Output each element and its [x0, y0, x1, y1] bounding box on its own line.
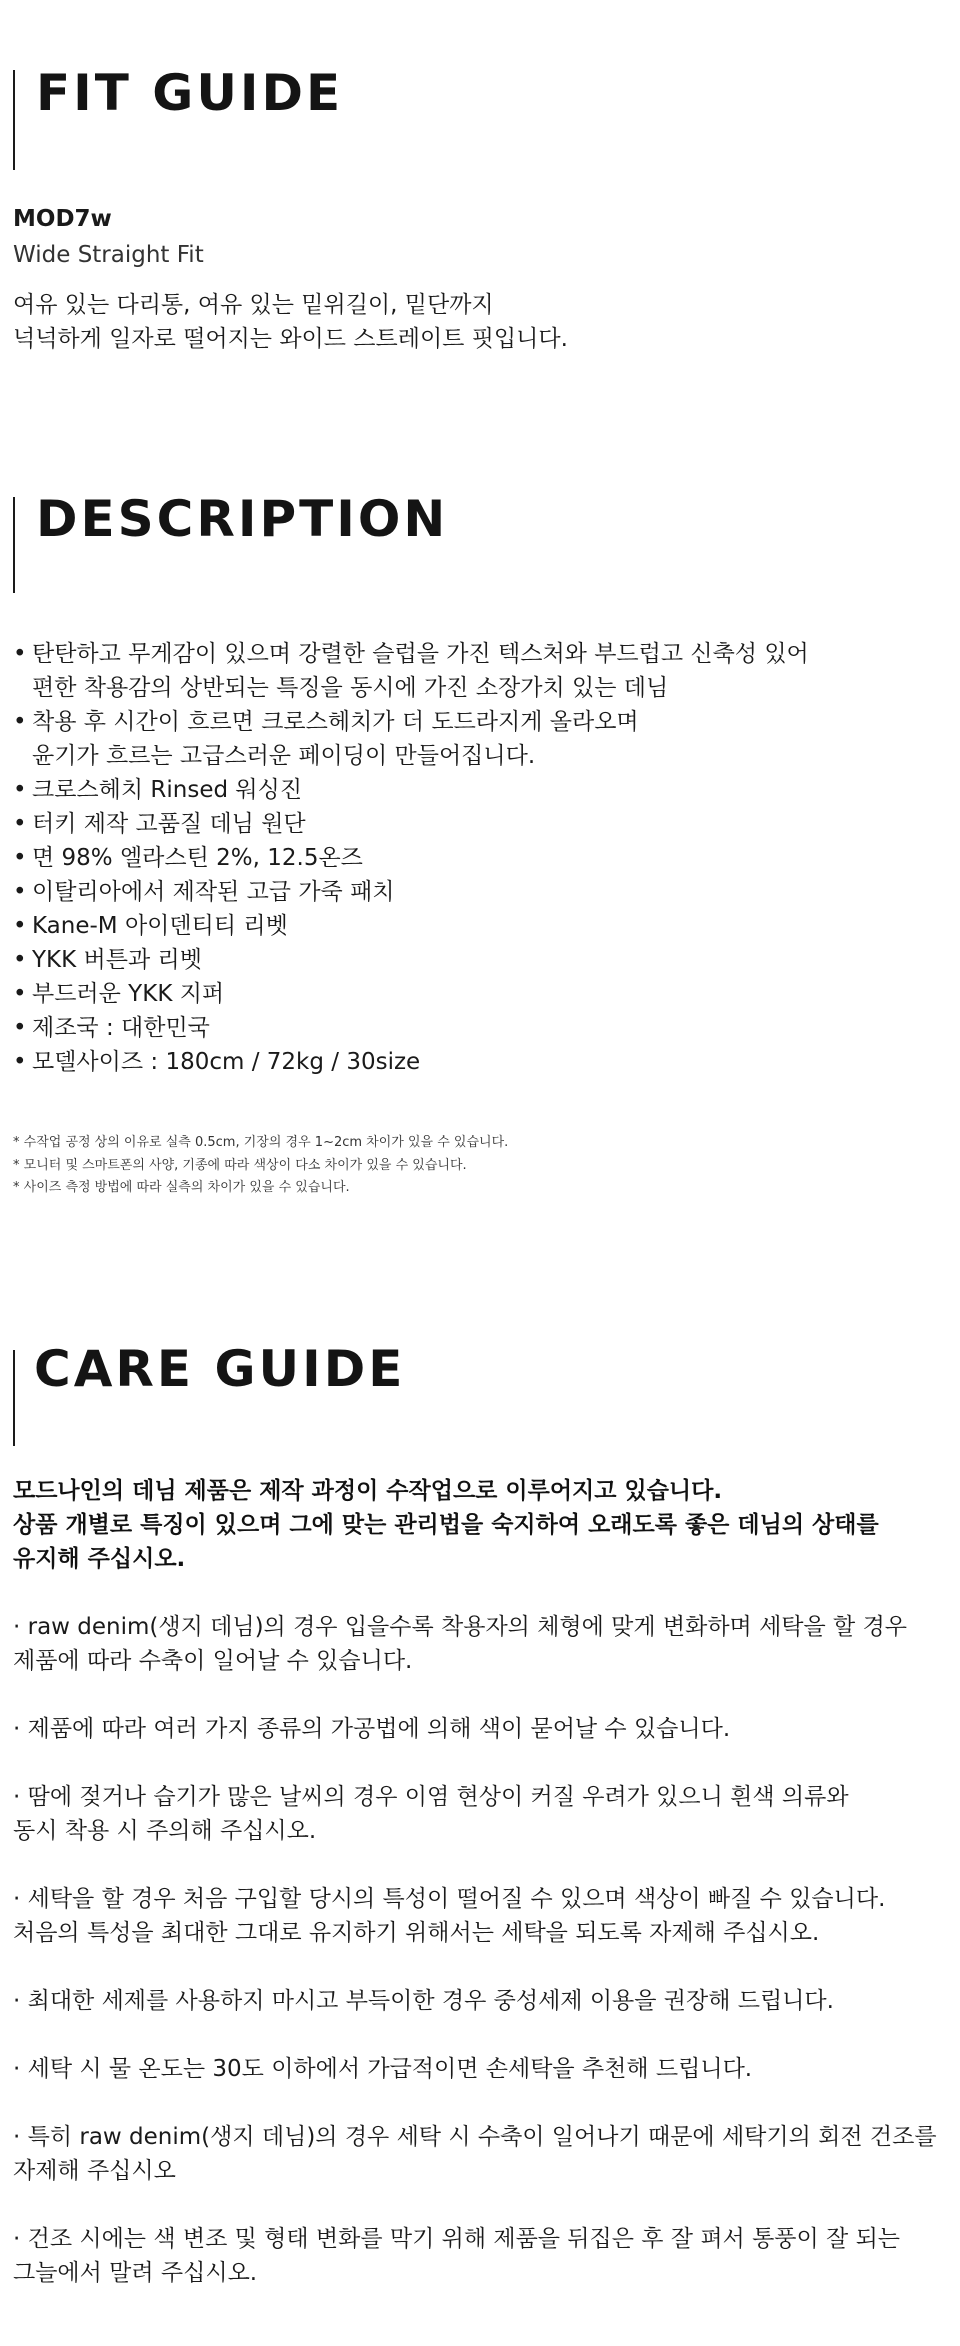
- care-guide-title: CARE GUIDE: [34, 1340, 406, 1398]
- fit-guide-title: FIT GUIDE: [36, 64, 344, 122]
- description-item: • 크로스헤치 Rinsed 워싱진: [13, 773, 809, 807]
- description-item: • 이탈리아에서 제작된 고급 가죽 패치: [13, 875, 809, 909]
- description-title: DESCRIPTION: [36, 490, 449, 548]
- note-item: * 수작업 공정 상의 이유로 실측 0.5cm, 기장의 경우 1~2cm 차이가 있을 수 있습니다.: [13, 1135, 509, 1150]
- care-item: · 특히 raw denim(생지 데님)의 경우 세탁 시 수축이 일어나기 때문에 세탁기의 회전 건조를 자제해 주십시오: [13, 2124, 937, 2184]
- description-item: • 부드러운 YKK 지퍼: [13, 977, 809, 1011]
- care-item: · 건조 시에는 색 변조 및 형태 변화를 막기 위해 제품을 뒤집은 후 잘 펴서 통풍이 잘 되는 그늘에서 말려 주십시오.: [13, 2226, 901, 2286]
- care-item: · raw denim(생지 데님)의 경우 입을수록 착용자의 체형에 맞게 변화하며 세탁을 할 경우 제품에 따라 수축이 일어날 수 있습니다.: [13, 1614, 908, 1674]
- description-item: • 제조국 : 대한민국: [13, 1011, 809, 1045]
- description-item: • 모델사이즈 : 180cm / 72kg / 30size: [13, 1045, 809, 1079]
- fit-guide-accent-bar: [13, 70, 15, 170]
- fit-name: Wide Straight Fit: [13, 242, 204, 268]
- care-item: · 세탁을 할 경우 처음 구입할 당시의 특성이 떨어질 수 있으며 색상이 빠질 수 있습니다. 처음의 특성을 최대한 그대로 유지하기 위해서는 세탁을 되도록 자제해 주십시오.: [13, 1886, 886, 1946]
- fit-description: 여유 있는 다리통, 여유 있는 밑위길이, 밑단까지 넉넉하게 일자로 떨어지는 와이드 스트레이트 핏입니다.: [13, 292, 568, 352]
- care-item: · 세탁 시 물 온도는 30도 이하에서 가급적이면 손세탁을 추천해 드립니다.: [13, 2056, 753, 2082]
- description-list: [13, 637, 809, 1079]
- description-item: • 착용 후 시간이 흐르면 크로스헤치가 더 도드라지게 올라오며 윤기가 흐르는 고급스러운 페이딩이 만들어집니다.: [13, 705, 809, 773]
- note-item: * 사이즈 측정 방법에 따라 실측의 차이가 있을 수 있습니다.: [13, 1180, 350, 1195]
- description-item: • 면 98% 엘라스틴 2%, 12.5온즈: [13, 841, 809, 875]
- description-item: • 터키 제작 고품질 데님 원단: [13, 807, 809, 841]
- description-item: • 탄탄하고 무게감이 있으며 강렬한 슬럽을 가진 텍스처와 부드럽고 신축성 있어 편한 착용감의 상반되는 특징을 동시에 가진 소장가치 있는 데님: [13, 637, 809, 705]
- model-code: MOD7w: [13, 206, 112, 232]
- description-notes: [13, 1132, 508, 1200]
- care-item: · 땀에 젖거나 습기가 많은 날씨의 경우 이염 현상이 커질 우려가 있으니 흰색 의류와 동시 착용 시 주의해 주십시오.: [13, 1784, 849, 1844]
- care-guide-accent-bar: [13, 1350, 15, 1446]
- description-accent-bar: [13, 497, 15, 593]
- care-guide-list: [13, 1610, 937, 2290]
- care-guide-intro: 모드나인의 데님 제품은 제작 과정이 수작업으로 이루어지고 있습니다. 상품 개별로 특징이 있으며 그에 맞는 관리법을 숙지하여 오래도록 좋은 데님의 상태를 유지해 주십시오.: [13, 1478, 879, 1572]
- care-item: · 최대한 세제를 사용하지 마시고 부득이한 경우 중성세제 이용을 권장해 드립니다.: [13, 1988, 834, 2014]
- note-item: * 모니터 및 스마트폰의 사양, 기종에 따라 색상이 다소 차이가 있을 수 있습니다.: [13, 1157, 467, 1173]
- description-item: • YKK 버튼과 리벳: [13, 943, 809, 977]
- care-item: · 제품에 따라 여러 가지 종류의 가공법에 의해 색이 묻어날 수 있습니다.: [13, 1716, 731, 1742]
- description-item: • Kane-M 아이덴티티 리벳: [13, 909, 809, 943]
